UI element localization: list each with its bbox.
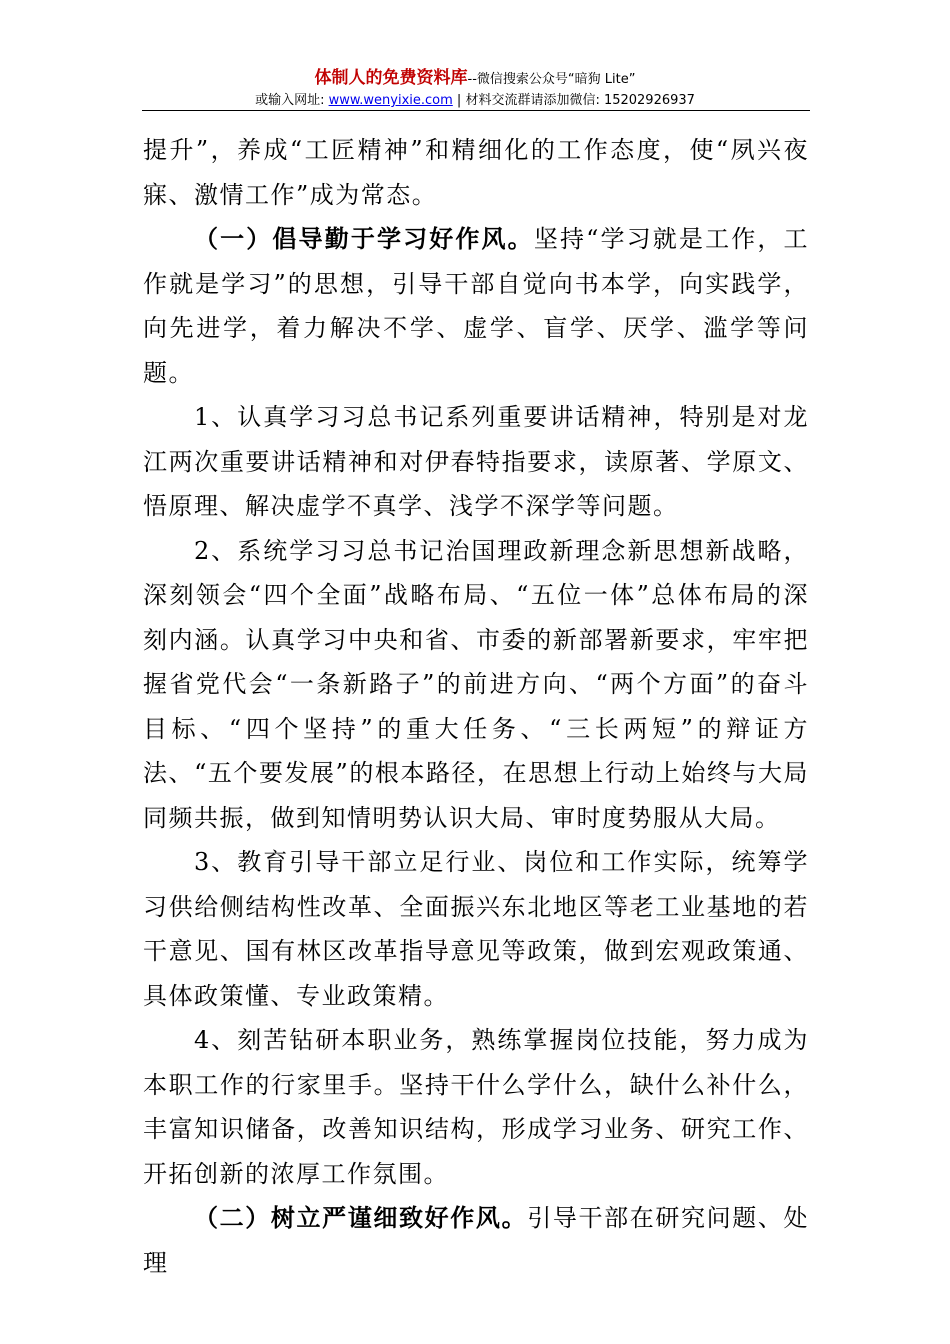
- header-contact-line: [0, 92, 950, 110]
- brand-title: 体制人的免费资料库: [314, 68, 468, 88]
- paragraph-text: 2、系统学习习总书记治国理政新理念新思想新战略，深刻领会“四个全面”战略布局、“五位一体”总体布局的深刻内涵。认真学习中央和省、市委的新部署新要求，牢牢把握省党代会“一条新路子”的前进方向、“两个方面”的奋斗目标、“四个坚持”的重大任务、“三长两短”的辩证方法、“五个要发展”的根本路径，在思想上行动上始终与大局同频共振，做到知情明势认识大局、审时度势服从大局。: [143, 536, 809, 832]
- list-item-1: [143, 395, 809, 529]
- paragraph-text: 4、刻苦钻研本职业务，熟练掌握岗位技能，努力成为本职工作的行家里手。坚持干什么学什么，缺什么补什么，丰富知识储备，改善知识结构，形成学习业务、研究工作、开拓创新的浓厚工作氛围。: [143, 1026, 809, 1188]
- list-item-3: [143, 840, 809, 1018]
- document-body: [143, 128, 809, 1285]
- section-heading: （一）倡导勤于学习好作风。: [194, 224, 534, 253]
- paragraph-text: 坚持“学习就是工作，工作就是学习”的思想，引导干部自觉向书本学，向实践学，向先进学，着力解决不学、虚学、盲学、厌学、滥学等问题。: [143, 225, 809, 387]
- paragraph-continuation: 提升”，养成“工匠精神”和精细化的工作态度，使“夙兴夜寐、激情工作”成为常态。: [143, 136, 809, 209]
- website-link[interactable]: www.wenyixie.com: [328, 93, 453, 108]
- paragraph-text: 3、教育引导干部立足行业、岗位和工作实际，统筹学习供给侧结构性改革、全面振兴东北地区等老工业基地的若干意见、国有林区改革指导意见等政策，做到宏观政策通、具体政策懂、专业政策精。: [143, 848, 809, 1010]
- header-title-line: [0, 68, 950, 90]
- contact-info: | 材料交流群请添加微信: 15202926937: [452, 93, 695, 108]
- url-prefix: 或输入网址:: [255, 93, 329, 108]
- section-heading: （二）树立严谨细致好作风。: [194, 1203, 528, 1232]
- list-item-2: [143, 529, 809, 841]
- paragraph-text: 引导干部在研究问题、处理: [143, 1204, 810, 1277]
- page-header: [0, 68, 950, 110]
- wechat-tagline: --微信搜索公众号“暗狗 Lite”: [467, 72, 636, 87]
- section-heading-paragraph-1: [143, 217, 809, 395]
- header-divider: [142, 110, 810, 111]
- paragraph-text: 1、认真学习习总书记系列重要讲话精神，特别是对龙江两次重要讲话精神和对伊春特指要求，读原著、学原文、悟原理、解决虚学不真学、浅学不深学等问题。: [143, 403, 809, 520]
- list-item-4: [143, 1018, 809, 1196]
- section-heading-paragraph-2: [143, 1196, 809, 1285]
